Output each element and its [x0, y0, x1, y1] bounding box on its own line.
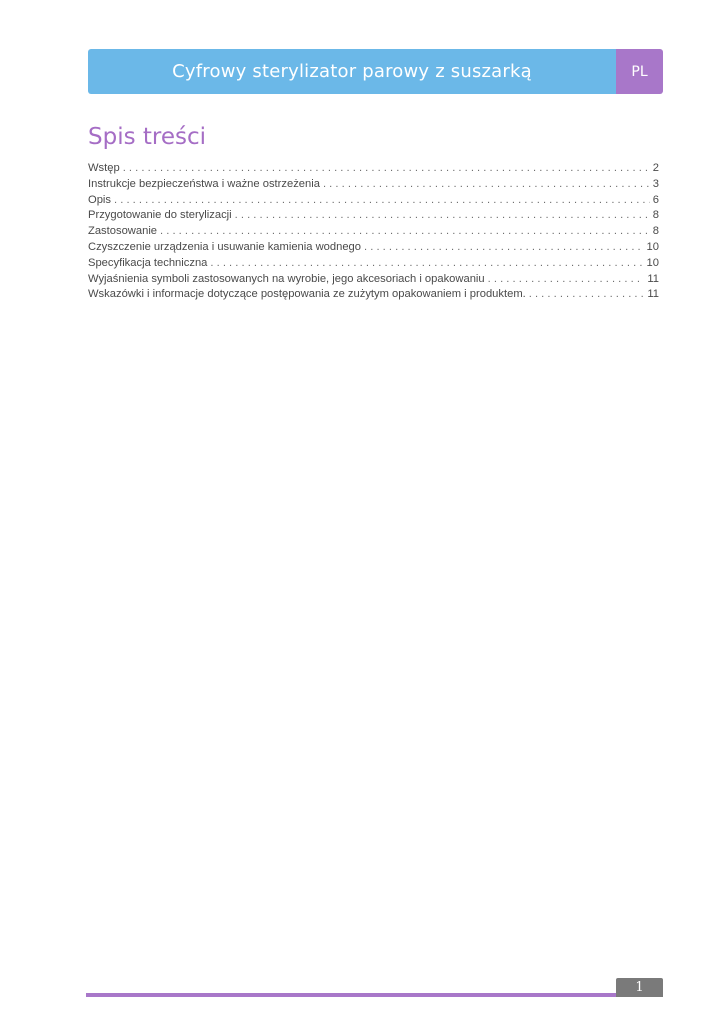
dot-leader: [210, 256, 643, 272]
toc-item-label: Wyjaśnienia symboli zastosowanych na wyrobie, jego akcesoriach i opakowaniu: [88, 272, 485, 285]
toc-item-page: 10: [646, 256, 659, 269]
page-number: 1: [616, 978, 663, 997]
toc-item-page: 8: [652, 225, 659, 238]
toc-item-label: Zastosowanie: [88, 225, 158, 238]
toc-item-page: 11: [647, 272, 659, 285]
toc-item-page: 11: [647, 288, 659, 301]
language-badge: PL: [616, 49, 663, 94]
toc-item-page: 6: [652, 193, 659, 206]
toc-item-page: 8: [652, 209, 659, 222]
dot-leader: [529, 287, 645, 303]
toc-item-safety-instructions[interactable]: [88, 177, 659, 193]
toc-item-preparation[interactable]: [88, 208, 659, 224]
toc-item-label: Wstęp: [88, 162, 120, 174]
table-of-contents: [88, 161, 659, 303]
toc-item-introduction[interactable]: [88, 161, 659, 177]
dot-leader: [235, 208, 650, 224]
document-header: [88, 49, 663, 94]
dot-leader: [323, 177, 650, 193]
toc-item-specification[interactable]: [88, 256, 659, 272]
dot-leader: [364, 240, 644, 256]
toc-item-label: Specyfikacja techniczna: [88, 256, 208, 269]
toc-item-label: Przygotowanie do sterylizacji: [88, 209, 232, 222]
toc-item-label: Instrukcje bezpieczeństwa i ważne ostrzeżenia: [88, 177, 320, 190]
toc-item-symbols[interactable]: [88, 272, 659, 288]
toc-item-label: Opis: [88, 193, 112, 206]
dot-leader: [114, 193, 650, 209]
toc-item-disposal[interactable]: [88, 287, 659, 303]
toc-heading: Spis treści: [88, 124, 207, 150]
toc-item-page: 2: [652, 162, 659, 174]
toc-item-cleaning[interactable]: [88, 240, 659, 256]
footer-divider: [86, 993, 663, 997]
dot-leader: [488, 272, 645, 288]
toc-item-page: 10: [646, 240, 659, 253]
toc-item-description[interactable]: [88, 193, 659, 209]
toc-item-label: Czyszczenie urządzenia i usuwanie kamienia wodnego: [88, 240, 362, 253]
toc-item-usage[interactable]: [88, 224, 659, 240]
dot-leader: [160, 224, 650, 240]
document-title: Cyfrowy sterylizator parowy z suszarką: [88, 49, 616, 94]
toc-item-label: Wskazówki i informacje dotyczące postępowania ze zużytym opakowaniem i produktem.: [88, 288, 526, 301]
toc-item-page: 3: [652, 177, 659, 190]
dot-leader: [123, 161, 650, 177]
